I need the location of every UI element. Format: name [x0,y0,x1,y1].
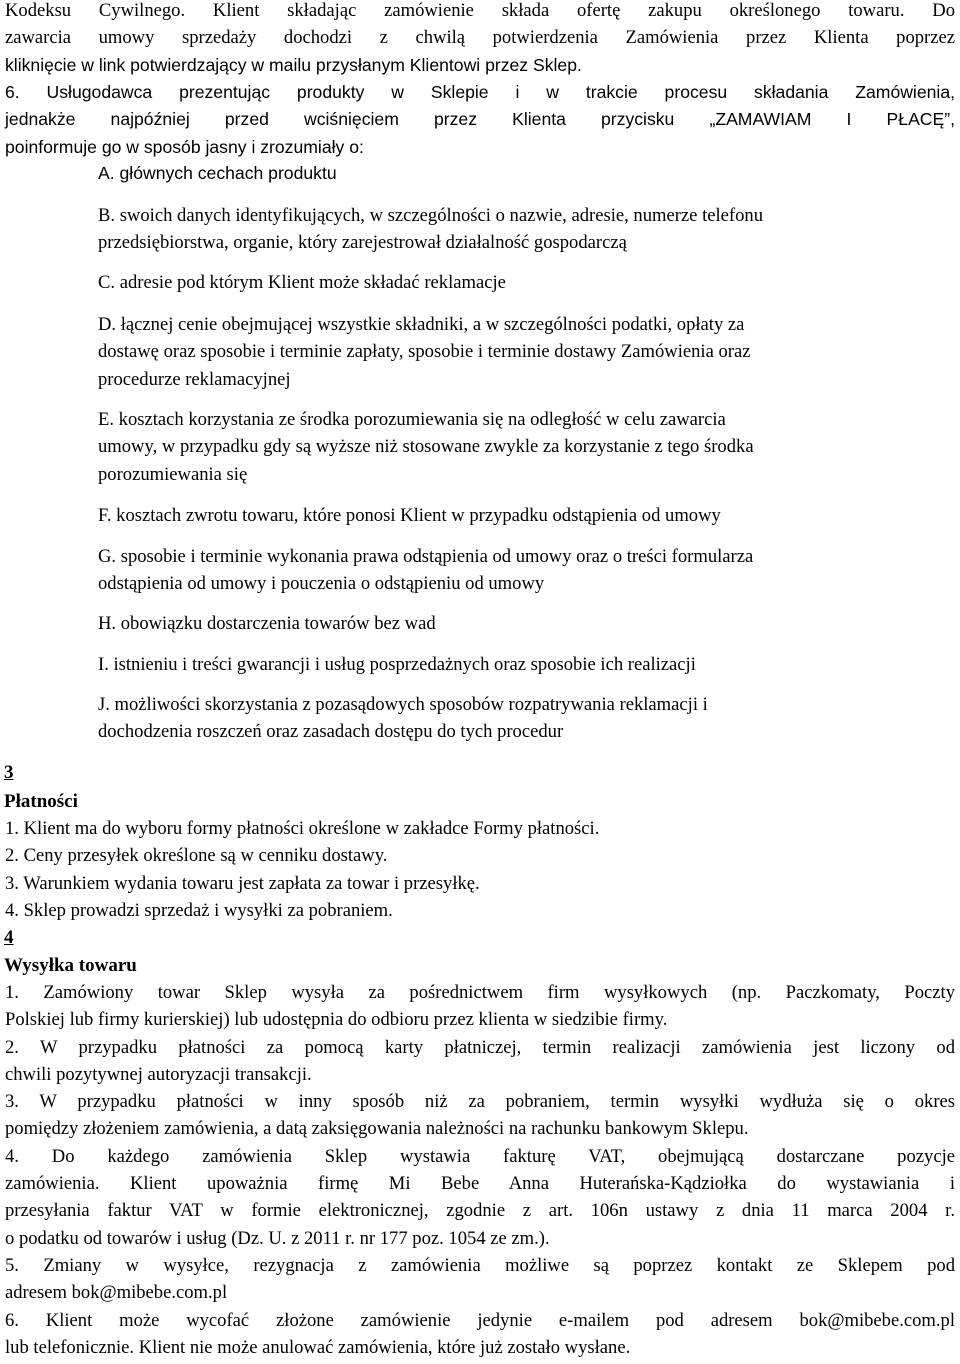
intro-line: Kodeksu Cywilnego. Klient składając zamówienie składa ofertę zakupu określonego towaru. Do [5,0,955,21]
list-item-h [98,610,948,637]
section-4-point-line: 3. W przypadku płatności w inny sposób niż za pobraniem, termin wysyłki wydłuża się o okres [5,1091,955,1113]
section-3-point: 4. Sklep prowadzi sprzedaż i wysyłki za pobraniem. [5,899,393,921]
section-4-number: 4 [4,927,14,948]
list-item-line: J. możliwości skorzystania z pozasądowych sposobów rozpatrywania reklamacji i [98,694,708,715]
list-item-line: G. sposobie i terminie wykonania prawa odstąpienia od umowy oraz o treści formularza [98,546,754,567]
section-4-point-line: przesyłania faktur VAT w formie elektronicznej, zgodnie z art. 106n ustawy z dnia 11 marca 2004 r. [5,1200,955,1222]
list-item-i [98,651,948,678]
section-4-point-3 [5,1088,955,1143]
list-item-line: umowy, w przypadku gdy są wyższe niż stosowane zwykle za korzystanie z tego środka [98,436,754,458]
section-4-point-4 [5,1143,955,1252]
section-4-point-5 [5,1252,955,1307]
list-item-line: A. głównych cechach produktu [98,163,337,183]
list-item-line: D. łącznej cenie obejmującej wszystkie składniki, a w szczególności podatki, opłaty za [98,314,745,335]
section-3-points [5,815,955,924]
section-4-title: Wysyłka towaru [4,955,137,976]
section-4-point-line: 5. Zmiany w wysyłce, rezygnacja z zamówienia możliwe są poprzez kontakt ze Sklepem pod [5,1254,955,1276]
section-4-point-1 [5,979,955,1034]
list-item-line: H. obowiązku dostarczenia towarów bez wad [98,613,436,634]
point-6-line: jednakże najpóźniej przed wciśnięciem przez Klienta przycisku „ZAMAWIAM I PŁACĘ”, [5,109,955,130]
list-item-g [98,543,948,598]
section-4-point-line: lub telefonicznie. Klient nie może anulować zamówienia, które już zostało wysłane. [5,1336,631,1358]
list-item-line: dochodzenia roszczeń oraz zasadach dostępu do tych procedur [98,721,564,743]
point-6-line: 6. Usługodawca prezentując produkty w Sklepie i w trakcie procesu składania Zamówienia, [5,82,955,102]
section-3-number: 3 [4,762,14,783]
list-item-j [98,691,948,746]
section-3-point: 3. Warunkiem wydania towaru jest zapłata za towar i przesyłkę. [5,872,480,894]
section-3-point: 1. Klient ma do wyboru formy płatności określone w zakładce Formy płatności. [5,818,600,839]
list-item-line: porozumiewania się [98,463,248,485]
list-item-line: B. swoich danych identyfikujących, w szczególności o nazwie, adresie, numerze telefonu [98,205,763,226]
list-item-e [98,406,948,488]
intro-line: zawarcia umowy sprzedaży dochodzi z chwilą potwierdzenia Zamówienia przez Klienta poprzez [5,27,955,49]
section-4-point-line: Polskiej lub firmy kurierskiej) lub udostępnia do odbioru przez klienta w siedzibie firmy. [5,1009,668,1031]
section-4-point-6 [5,1307,955,1362]
section-4-point-line: o podatku od towarów i usług (Dz. U. z 2011 r. nr 177 poz. 1054 ze zm.). [5,1227,550,1249]
list-item-line: odstąpienia od umowy i pouczenia o odstąpieniu od umowy [98,573,545,595]
list-item-line: I. istnieniu i treści gwarancji i usług posprzedażnych oraz sposobie ich realizacji [98,654,696,675]
section-4-point-line: zamówienia. Klient upoważnia firmę Mi Bebe Anna Huterańska-Kądziołka do wystawiania i [5,1173,955,1195]
section-4-point-line: 6. Klient może wycofać złożone zamówienie jedynie e-mailem pod adresem bok@mibebe.com.pl [5,1309,955,1331]
list-item-line: E. kosztach korzystania ze środka porozumiewania się na odległość w celu zawarcia [98,409,726,430]
intro-sans-line [5,52,955,79]
section-4-point-2 [5,1034,955,1089]
intro-paragraph [5,0,955,52]
list-item-c [98,269,948,296]
section-4-point-line: chwili pozytywnej autoryzacji transakcji. [5,1063,312,1085]
section-4-points [5,979,955,1361]
list-item-line: C. adresie pod którym Klient może składać reklamacje [98,272,506,293]
list-item-a [98,160,948,187]
point-6-line: poinformuje go w sposób jasny i zrozumiały o: [5,136,364,157]
section-4-point-line: 1. Zamówiony towar Sklep wysyła za pośrednictwem firm wysyłkowych (np. Paczkomaty, Poczty [5,982,955,1003]
list-item-line: procedurze reklamacyjnej [98,368,291,390]
section-4-point-line: 4. Do każdego zamówienia Sklep wystawia fakturę VAT, obejmującą dostarczane pozycje [5,1145,955,1167]
section-4-point-line: adresem bok@mibebe.com.pl [5,1282,228,1304]
list-item-line: F. kosztach zwrotu towaru, które ponosi Klient w przypadku odstąpienia od umowy [98,505,721,526]
section-3-point: 2. Ceny przesyłek określone są w cenniku dostawy. [5,845,388,867]
list-item-line: dostawę oraz sposobie i terminie zapłaty, sposobie i terminie dostawy Zamówienia oraz [98,341,751,363]
section-3-title: Płatności [4,791,78,812]
list-item-line: przedsiębiorstwa, organie, który zarejestrował działalność gospodarczą [98,232,627,254]
list-item-b [98,202,948,257]
intro-line: kliknięcie w link potwierdzający w mailu przysłanym Klientowi przez Sklep. [5,55,582,75]
section-4-point-line: pomiędzy złożeniem zamówienia, a datą zaksięgowania należności na rachunku bankowym Sklepu. [5,1118,749,1140]
list-item-f [98,502,948,529]
point-6-paragraph [5,79,955,161]
list-item-d [98,311,948,393]
section-4-point-line: 2. W przypadku płatności za pomocą karty płatniczej, termin realizacji zamówienia jest liczony od [5,1036,955,1058]
